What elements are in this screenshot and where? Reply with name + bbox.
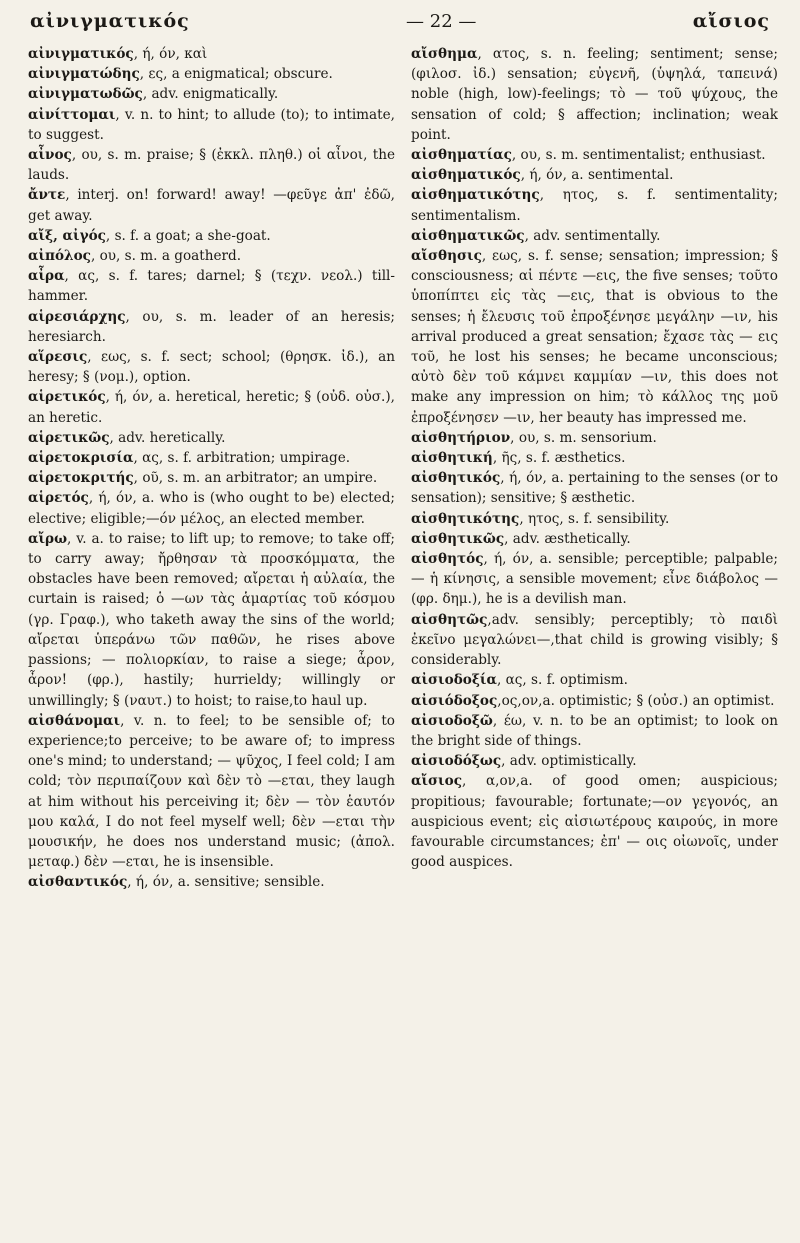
entry-headword: αἴσθημα [411, 46, 478, 62]
entry-headword: αἰσθηματικότης [411, 187, 540, 204]
entry-headword: αἱρεσιάρχης [28, 308, 126, 325]
right-column [411, 44, 778, 1235]
dictionary-entry [411, 771, 778, 872]
dictionary-entry [411, 711, 778, 751]
entry-headword: αἰσθηματίας [411, 147, 512, 164]
dictionary-entry [28, 105, 395, 145]
page-header [30, 10, 770, 36]
running-head-right: αἴσιος [692, 10, 770, 32]
entry-headword: αἴσιος [411, 773, 462, 790]
entry-definition: , adv. sentimentally. [524, 227, 661, 244]
dictionary-entry [411, 165, 778, 185]
dictionary-entry [28, 529, 395, 711]
entry-definition: , v. n. to hint; to allude (to); to intimate, to suggest. [28, 106, 395, 143]
entry-definition: , ή, όν, καὶ [133, 46, 208, 62]
entry-headword: αἶρα [28, 268, 65, 285]
entry-headword: αἰσθαντικός [28, 874, 128, 891]
entry-headword: αἶνος [28, 147, 72, 164]
entry-definition: , οῦ, s. m. an arbitrator; an umpire. [133, 470, 378, 487]
entry-definition: , ῆς, s. f. æsthetics. [492, 450, 626, 467]
dictionary-entry [411, 529, 778, 549]
entry-definition: , ατος, s. n. feeling; sentiment; sense; (φιλοσ. ἰδ.) sensation; εὐγενῆ, (ὑψηλά, ταπεινά) noble (high, low)-feelings; τὸ — τοῦ ψύχους, the sensation of cold; § affection; inclination; weak point. [411, 46, 778, 143]
entry-definition: , ου, s. m. praise; § (ἐκκλ. πληθ.) οἱ αἶνοι, the lauds. [28, 147, 395, 184]
entry-headword: αἰσιόδοξος [411, 692, 498, 709]
dictionary-columns [28, 44, 778, 1235]
dictionary-entry [411, 691, 778, 711]
dictionary-entry [28, 347, 395, 387]
entry-headword: αἰσθητική [411, 450, 493, 467]
entry-headword: αἰσθητήριον [411, 429, 511, 446]
dictionary-entry [28, 468, 395, 488]
entry-definition: , adv. heretically. [109, 429, 226, 446]
entry-definition: , s. f. a goat; a she-goat. [105, 227, 271, 244]
entry-definition: , ή, όν, a. heretical, heretic; § (οὐδ. οὐσ.), an heretic. [28, 389, 395, 426]
entry-definition: , ες, a enigmatical; obscure. [139, 66, 333, 83]
entry-headword: αἰσθηματικός [411, 167, 521, 184]
dictionary-entry [411, 610, 778, 671]
entry-headword: αἰσθηματικῶς [411, 227, 525, 244]
dictionary-entry [28, 872, 395, 892]
entry-headword: αἰσθητικῶς [411, 530, 505, 547]
entry-definition: , ου, s. m. sensorium. [510, 429, 657, 446]
dictionary-entry [411, 670, 778, 690]
entry-headword: αἱρετός [28, 490, 89, 507]
dictionary-entry [28, 428, 395, 448]
dictionary-entry [411, 428, 778, 448]
entry-headword: αἰνιγματικός [28, 46, 134, 62]
dictionary-entry [28, 64, 395, 84]
entry-definition: , adv. enigmatically. [142, 86, 279, 103]
entry-definition: , adv. æsthetically. [504, 530, 631, 547]
entry-definition: , ας, s. f. arbitration; umpirage. [133, 450, 351, 467]
dictionary-entry [411, 509, 778, 529]
left-column [28, 44, 395, 1235]
entry-definition: , ου, s. m. leader of an heresis; heresiarch. [28, 308, 395, 345]
dictionary-entry [28, 266, 395, 306]
entry-definition: , ου, s. m. sentimentalist; enthusiast. [511, 147, 766, 164]
dictionary-entry [28, 488, 395, 528]
entry-headword: αἰσθητός [411, 551, 484, 568]
entry-headword: αἰνιγματώδης [28, 66, 140, 83]
entry-headword: αἱρετικῶς [28, 429, 110, 446]
entry-definition: , ου, s. m. a goatherd. [90, 248, 242, 265]
entry-headword: αἴρω [28, 530, 68, 547]
entry-headword: αἱρετοκριτής [28, 470, 134, 487]
entry-headword: αἰσθητικότης [411, 510, 520, 527]
dictionary-entry [28, 448, 395, 468]
dictionary-entry [411, 468, 778, 508]
entry-definition: , ή, όν, a. sensible; perceptible; palpable; — ἡ κίνησις, a sensible movement; εἶνε διάβολος — (φρ. δημ.), he is a devilish man. [411, 551, 778, 608]
entry-definition: , ή, όν, a. sensitive; sensible. [127, 874, 325, 891]
entry-headword: αἴξ, αἰγός [28, 227, 106, 244]
dictionary-entry [28, 711, 395, 873]
entry-headword: αἰσθητῶς [411, 611, 488, 628]
entry-definition: , v. a. to raise; to lift up; to remove; to take off; to carry away; ἤρθησαν τὰ προσκόμματα, the obstacles have been removed; αἴρεται ἡ αὐλαία, the curtain is raised; ὁ —ων τὰς ἁμαρτίας τοῦ κόσμου (γρ. Γραφ.), who taketh away the sins of the world; αἴρεται ὑπεράνω τῶν παθῶν, he rises above passions; — πολιορκίαν, to raise a siege; ἆρον, ἆρον! (φρ.), hastily; hurrieldy; willingly or unwillingly; § (ναυτ.) to hoist; to raise,to haul up. [28, 530, 395, 709]
dictionary-entry [411, 44, 778, 145]
dictionary-entry [411, 751, 778, 771]
entry-headword: ἄντε [28, 187, 66, 204]
entry-definition: ,adv. sensibly; perceptibly; τὸ παιδὶ ἐκεῖνο μεγαλώνει—,that child is growing visibly; § considerably. [411, 611, 778, 669]
entry-definition: , ας, s. f. tares; darnel; § (τεχν. νεολ.) till-hammer. [28, 268, 395, 305]
dictionary-entry [28, 246, 395, 266]
entry-definition: , εως, s. f. sense; sensation; impression; § consciousness; αἱ πέντε —εις, the five senses; τοῦτο ὑποπίπτει εἰς τὰς —εις, that is obvious to the senses; ἡ ἔλευσις τοῦ ἐπροξένησε μεγάλην —ιν, his arrival produced a great sensation; ἔχασε τὰς — εις τοῦ, he lost his senses; he became unconscious; αὐτὸ δὲν τοῦ κάμνει καμμίαν —ιν, this does not make any impression on him; τὸ κάλλος της μοῦ ἐπροξένησεν —ιν, her beauty has impressed me. [411, 248, 778, 426]
entry-definition: , εως, s. f. sect; school; (θρησκ. ἰδ.), an heresy; § (νομ.), option. [28, 349, 395, 386]
entry-headword: αἰσιοδόξως [411, 753, 502, 770]
entry-definition: , interj. on! forward! away! —φεῦγε ἀπ' ἐδῶ, get away. [28, 187, 395, 224]
entry-headword: αἰσθητικός [411, 470, 501, 487]
dictionary-entry [28, 84, 395, 104]
dictionary-entry [28, 307, 395, 347]
entry-headword: αἴσθησις [411, 248, 482, 265]
entry-headword: αἰνίττομαι [28, 106, 116, 123]
entry-definition: , v. n. to feel; to be sensible of; to experience;to perceive; to be aware of; to impress one's mind; to understand; — ψῦχος, I feel cold; I am cold; τὸν περιπαίζουν καὶ δὲν τὸ —εται, they laugh at him without his perceiving it; δὲν — τὸν ἑαυτόν μου καλά, I do not feel myself well; δὲν —εται τὴν μουσικήν, he does nos understand music; (ἀπολ. μεταφ.) δὲν —εται, he is insensible. [28, 712, 395, 871]
entry-headword: αἱρετικός [28, 389, 106, 406]
dictionary-entry [411, 448, 778, 468]
entry-headword: αἱρετοκρισία [28, 450, 134, 467]
dictionary-entry [28, 185, 395, 225]
dictionary-entry [411, 226, 778, 246]
entry-definition: , ητος, s. f. sentimentality; sentimentalism. [411, 187, 778, 224]
entry-definition: ,ος,ον,a. optimistic; § (οὐσ.) an optimist. [497, 692, 775, 709]
entry-definition: , ή, όν, a. sentimental. [520, 167, 674, 184]
entry-headword: αἵρεσις [28, 349, 88, 366]
dictionary-entry [28, 44, 395, 64]
dictionary-entry [411, 145, 778, 165]
entry-headword: αἰσιοδοξία [411, 672, 497, 689]
dictionary-entry [28, 387, 395, 427]
dictionary-entry [411, 549, 778, 610]
page-number: — 22 — [406, 11, 477, 32]
entry-headword: αἰσιοδοξῶ [411, 712, 493, 729]
dictionary-entry [411, 246, 778, 428]
entry-headword: αἰπόλος [28, 248, 91, 265]
entry-headword: αἰνιγματωδῶς [28, 86, 143, 103]
running-head-left: αἰνιγματικός [30, 10, 190, 32]
entry-definition: , ητος, s. f. sensibility. [519, 510, 670, 527]
dictionary-entry [411, 185, 778, 225]
entry-definition: , έω, v. n. to be an optimist; to look on the bright side of things. [411, 712, 778, 749]
entry-headword: αἰσθάνομαι [28, 712, 121, 729]
entry-definition: , ας, s. f. optimism. [496, 672, 628, 689]
entry-definition: , α,ον,a. of good omen; auspicious; propitious; favourable; fortunate;—ον γεγονός, an auspicious event; εἰς αἰσιωτέρους καιρούς, in more favourable circumstances; ἐπ' — οις οἰωνοῖς, under good auspices. [411, 773, 778, 871]
entry-definition: , ή, όν, a. who is (who ought to be) elected; elective; eligible;—όν μέλος, an elected member. [28, 490, 395, 527]
dictionary-entry [28, 145, 395, 185]
entry-definition: , adv. optimistically. [501, 753, 637, 770]
dictionary-entry [28, 226, 395, 246]
entry-definition: , ή, όν, a. pertaining to the senses (or to sensation); sensitive; § æsthetic. [411, 470, 778, 507]
